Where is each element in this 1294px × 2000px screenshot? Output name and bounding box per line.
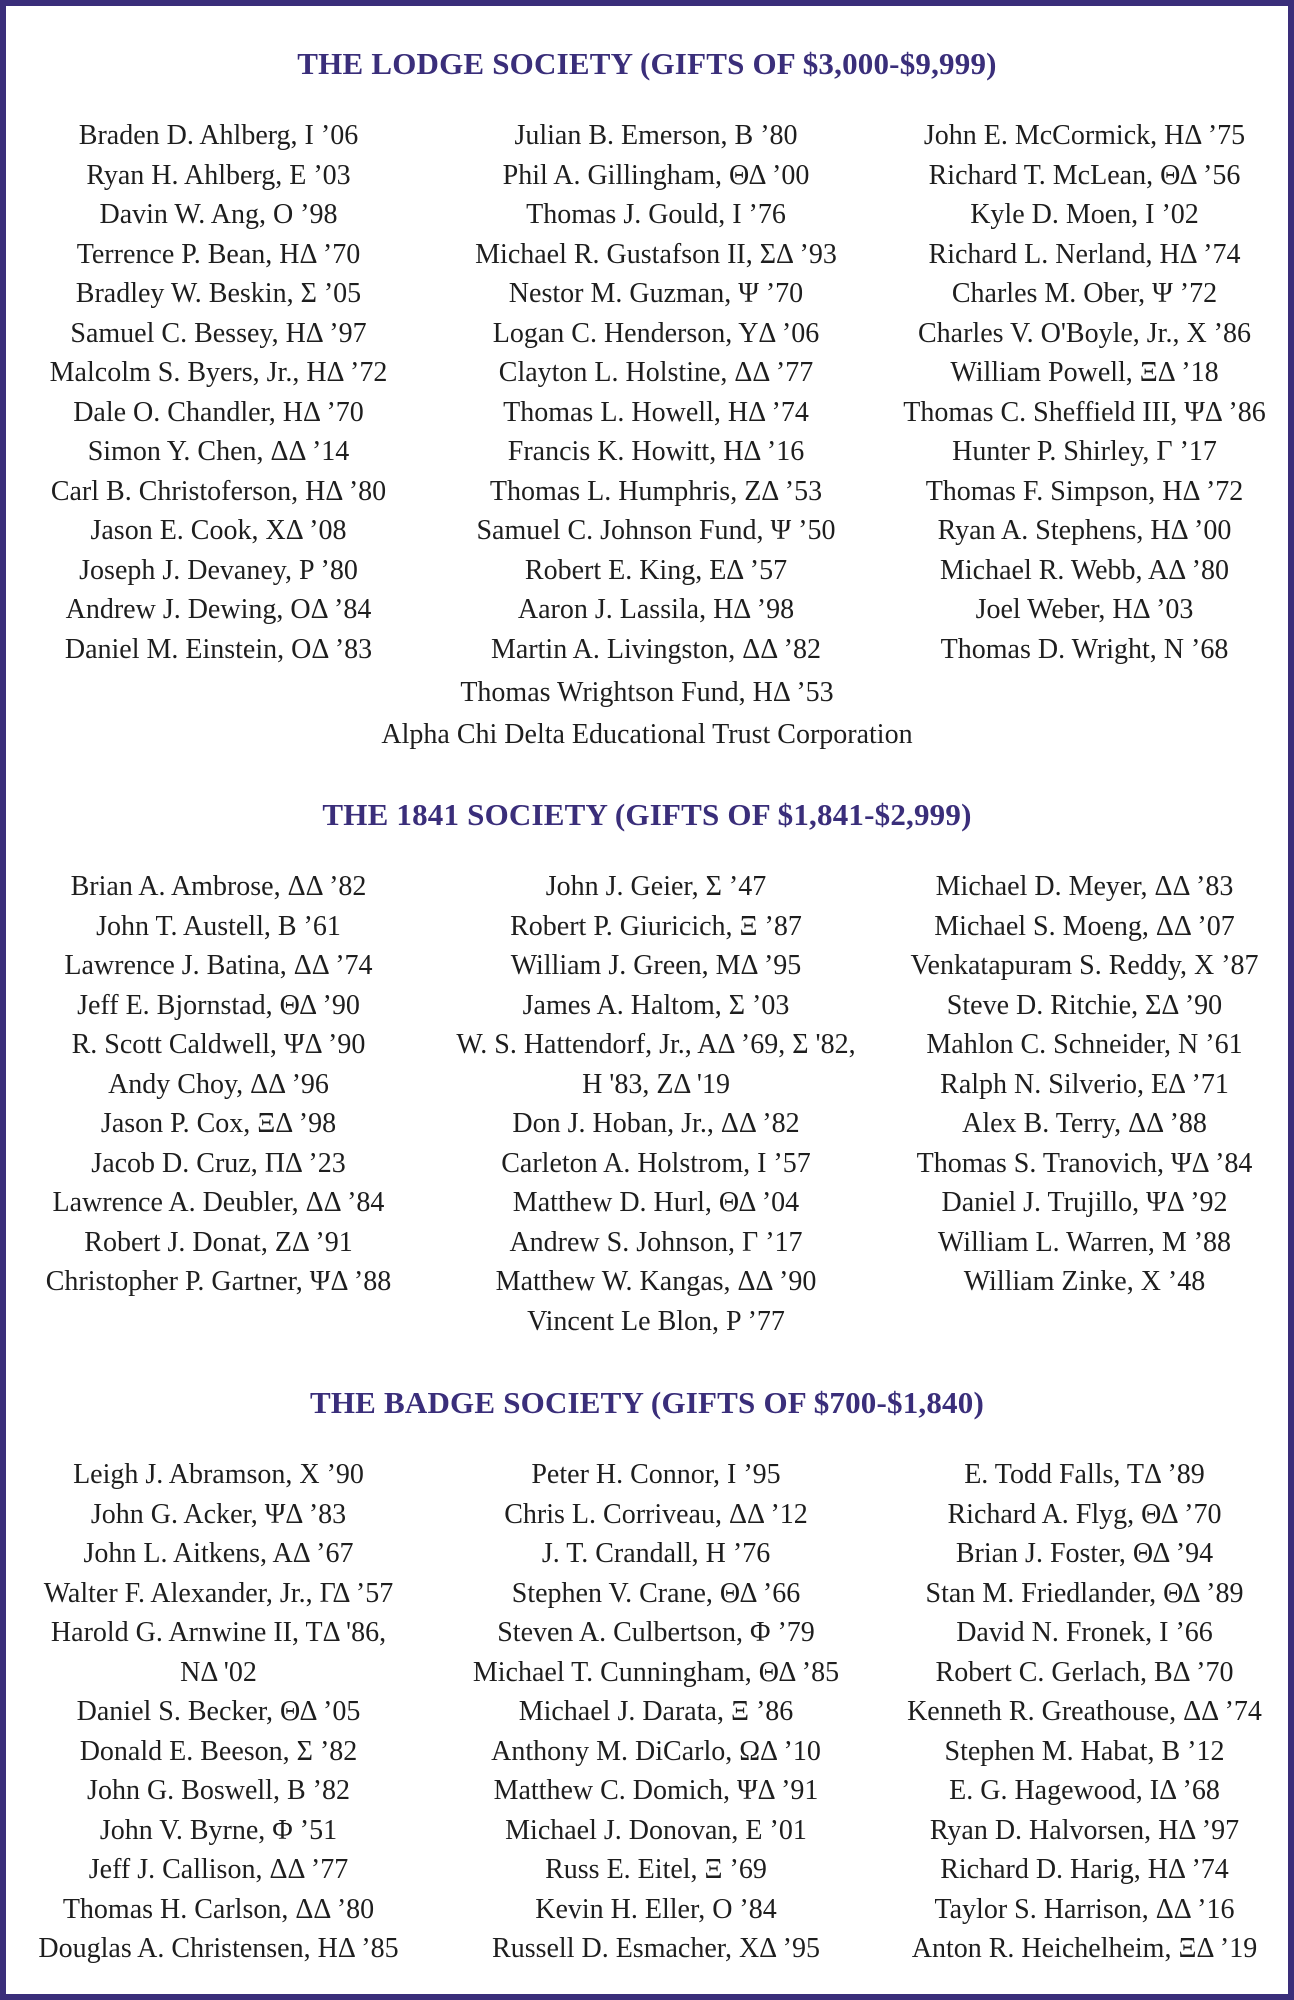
donor-name: Stan M. Friedlander, ΘΔ ’89 [925, 1577, 1244, 1609]
donor-name: Robert J. Donat, ZΔ ’91 [84, 1226, 353, 1258]
donor-name: Daniel J. Trujillo, ΨΔ ’92 [941, 1187, 1228, 1218]
donor-name: Joel Weber, HΔ ’03 [975, 594, 1194, 625]
donor-name: Kyle D. Moen, I ’02 [970, 199, 1199, 230]
donor-name: Matthew W. Kangas, ΔΔ ’90 [495, 1266, 817, 1297]
donor-name: David N. Fronek, I ’66 [956, 1617, 1213, 1648]
section-title-badge: THE BADGE SOCIETY (GIFTS OF $700-$1,840) [309, 1385, 984, 1420]
donor-name: H '83, ZΔ '19 [582, 1068, 730, 1100]
donor-name: Nestor M. Guzman, Ψ ’70 [508, 278, 804, 309]
donor-name: Robert E. King, EΔ ’57 [524, 554, 788, 586]
donor-name: Carl B. Christoferson, HΔ ’80 [50, 475, 387, 507]
donor-name: E. Todd Falls, TΔ ’89 [964, 1459, 1205, 1490]
badge-columns [6, 1455, 1288, 1969]
donor-name: Vincent Le Blon, P ’77 [527, 1305, 785, 1337]
donor-name: Ryan A. Stephens, HΔ ’00 [937, 515, 1232, 546]
section-title-1841: THE 1841 SOCIETY (GIFTS OF $1,841-$2,999) [322, 797, 972, 832]
donor-name: Samuel C. Bessey, HΔ ’97 [70, 317, 367, 349]
donor-name: John T. Austell, B ’61 [96, 910, 341, 942]
donor-name: Samuel C. Johnson Fund, Ψ ’50 [476, 515, 836, 546]
donor-name: Robert C. Gerlach, BΔ ’70 [935, 1656, 1234, 1688]
donor-name: Richard L. Nerland, HΔ ’74 [928, 238, 1241, 270]
donor-name: Russell D. Esmacher, XΔ ’95 [492, 1933, 820, 1964]
donor-name: Stephen V. Crane, ΘΔ ’66 [511, 1577, 801, 1609]
lodge-footer-line: Alpha Chi Delta Educational Trust Corporation [381, 719, 913, 750]
donor-name: Thomas H. Carlson, ΔΔ ’80 [62, 1893, 375, 1925]
donor-name: Walter F. Alexander, Jr., ΓΔ ’57 [43, 1577, 394, 1609]
donor-name: Martin A. Livingston, ΔΔ ’82 [490, 633, 821, 665]
donor-name: Terrence P. Bean, HΔ ’70 [76, 238, 361, 270]
donor-name: Thomas L. Humphris, ZΔ ’53 [489, 475, 823, 507]
donor-name: Hunter P. Shirley, Γ ’17 [952, 436, 1217, 467]
donor-name: Jeff J. Callison, ΔΔ ’77 [88, 1854, 349, 1885]
donor-name: Michael R. Gustafson II, ΣΔ ’93 [475, 238, 837, 270]
donor-name: Daniel M. Einstein, OΔ ’83 [64, 633, 373, 665]
donor-name: John L. Aitkens, AΔ ’67 [83, 1538, 354, 1569]
donor-name: Davin W. Ang, O ’98 [99, 199, 338, 230]
lodge-col-2 [431, 116, 881, 669]
donor-name: Brian J. Foster, ΘΔ ’94 [955, 1538, 1214, 1569]
donor-name: Alex B. Terry, ΔΔ ’88 [962, 1108, 1207, 1139]
donor-name: Jason P. Cox, ΞΔ ’98 [100, 1108, 337, 1139]
donor-name: Jason E. Cook, XΔ ’08 [90, 515, 347, 546]
donor-name: Clayton L. Holstine, ΔΔ ’77 [498, 357, 814, 388]
donor-name: Anthony M. DiCarlo, ΩΔ ’10 [491, 1735, 821, 1767]
donor-name: Phil A. Gillingham, ΘΔ ’00 [502, 159, 810, 191]
s1841-col-3 [881, 867, 1288, 1341]
donor-name: Malcolm S. Byers, Jr., HΔ ’72 [49, 357, 388, 388]
donor-name: Lawrence A. Deubler, ΔΔ ’84 [52, 1187, 385, 1218]
donor-name: John G. Acker, ΨΔ ’83 [90, 1498, 347, 1530]
donor-name: Dale O. Chandler, HΔ ’70 [73, 396, 364, 428]
donor-name: Richard A. Flyg, ΘΔ ’70 [947, 1498, 1222, 1530]
donor-name: Andy Choy, ΔΔ ’96 [108, 1068, 329, 1100]
s1841-col-2 [431, 867, 881, 1341]
donor-name: William Zinke, X ’48 [963, 1266, 1206, 1297]
donor-name: John V. Byrne, Φ ’51 [99, 1814, 338, 1846]
badge-col-3 [881, 1455, 1288, 1969]
donor-name: John G. Boswell, B ’82 [87, 1775, 350, 1806]
donor-name: Lawrence J. Batina, ΔΔ ’74 [64, 950, 373, 981]
donor-name: James A. Haltom, Σ ’03 [522, 989, 790, 1021]
donor-name: Julian B. Emerson, B ’80 [514, 120, 798, 151]
donor-name: Michael J. Darata, Ξ ’86 [518, 1696, 794, 1727]
donor-name: Michael T. Cunningham, ΘΔ ’85 [472, 1656, 840, 1688]
donor-name: Peter H. Connor, I ’95 [531, 1459, 781, 1490]
donor-name: William Powell, ΞΔ ’18 [950, 357, 1219, 388]
donor-name: Michael D. Meyer, ΔΔ ’83 [935, 871, 1234, 902]
donor-name: Jacob D. Cruz, ΠΔ ’23 [91, 1147, 346, 1179]
lodge-footer-line: Thomas Wrightson Fund, HΔ ’53 [460, 677, 834, 708]
badge-col-1 [6, 1455, 431, 1969]
donor-name: Braden D. Ahlberg, I ’06 [78, 120, 359, 151]
donor-name: NΔ '02 [180, 1656, 257, 1688]
donor-name: Matthew D. Hurl, ΘΔ ’04 [512, 1187, 800, 1218]
donor-name: Richard T. McLean, ΘΔ ’56 [928, 159, 1241, 191]
donor-name: Harold G. Arnwine II, TΔ '86, [50, 1617, 387, 1648]
donor-name: Richard D. Harig, HΔ ’74 [940, 1854, 1229, 1885]
donor-name: Ralph N. Silverio, EΔ ’71 [940, 1068, 1229, 1100]
donor-name: Don J. Hoban, Jr., ΔΔ ’82 [512, 1108, 800, 1139]
section-title-lodge: THE LODGE SOCIETY (GIFTS OF $3,000-$9,999) [297, 46, 997, 81]
donor-name: Bradley W. Beskin, Σ ’05 [75, 278, 362, 309]
donor-name: John E. McCormick, HΔ ’75 [923, 120, 1246, 151]
donor-name: Kevin H. Eller, O ’84 [535, 1893, 777, 1925]
donor-name: Leigh J. Abramson, X ’90 [73, 1459, 364, 1490]
donor-name: Andrew S. Johnson, Γ ’17 [509, 1226, 803, 1258]
s1841-col-1 [6, 867, 431, 1341]
donor-name: Chris L. Corriveau, ΔΔ ’12 [504, 1498, 808, 1530]
donor-name: Aaron J. Lassila, HΔ ’98 [517, 594, 795, 625]
donor-name: Robert P. Giuricich, Ξ ’87 [510, 910, 802, 942]
donor-name: Donald E. Beeson, Σ ’82 [79, 1735, 358, 1767]
donor-name: J. T. Crandall, H ’76 [541, 1538, 771, 1569]
donor-name: William L. Warren, M ’88 [937, 1226, 1232, 1258]
donor-name: E. G. Hagewood, IΔ ’68 [949, 1775, 1220, 1806]
donor-name: Thomas D. Wright, N ’68 [940, 633, 1229, 665]
donor-name: Thomas C. Sheffield III, ΨΔ ’86 [903, 396, 1266, 428]
lodge-col-3 [881, 116, 1288, 669]
donor-name: Thomas F. Simpson, HΔ ’72 [925, 475, 1244, 507]
s1841-columns [6, 867, 1288, 1341]
donor-name: Michael R. Webb, AΔ ’80 [940, 554, 1229, 586]
donor-name: Ryan H. Ahlberg, E ’03 [86, 159, 351, 191]
donor-name: Michael J. Donovan, E ’01 [505, 1814, 807, 1846]
donor-name: Simon Y. Chen, ΔΔ ’14 [87, 436, 350, 467]
lodge-col-1 [6, 116, 431, 669]
donor-name: Taylor S. Harrison, ΔΔ ’16 [934, 1893, 1235, 1925]
donor-name: Thomas S. Tranovich, ΨΔ ’84 [916, 1147, 1253, 1179]
donor-name: Christopher P. Gartner, ΨΔ ’88 [45, 1266, 392, 1297]
donor-name: Francis K. Howitt, HΔ ’16 [507, 436, 805, 467]
donor-name: Steve D. Ritchie, ΣΔ ’90 [946, 989, 1223, 1021]
donor-name: Charles M. Ober, Ψ ’72 [951, 278, 1218, 309]
donor-name: Thomas L. Howell, HΔ ’74 [503, 396, 809, 428]
donor-name: Michael S. Moeng, ΔΔ ’07 [934, 910, 1235, 942]
donor-name: Daniel S. Becker, ΘΔ ’05 [76, 1696, 361, 1727]
donor-name: Douglas A. Christensen, HΔ ’85 [38, 1933, 399, 1964]
donor-name: John J. Geier, Σ ’47 [545, 871, 767, 902]
donor-name: Kenneth R. Greathouse, ΔΔ ’74 [907, 1696, 1262, 1727]
donor-name: Mahlon C. Schneider, N ’61 [926, 1029, 1243, 1060]
donor-name: Joseph J. Devaney, P ’80 [79, 554, 358, 586]
donor-name: Anton R. Heichelheim, ΞΔ ’19 [911, 1933, 1258, 1964]
donor-name: Matthew C. Domich, ΨΔ ’91 [493, 1775, 819, 1806]
donor-name: Logan C. Henderson, YΔ ’06 [492, 317, 820, 349]
donor-name: Russ E. Eitel, Ξ ’69 [545, 1854, 767, 1885]
donor-name: Stephen M. Habat, B ’12 [944, 1735, 1225, 1767]
donor-name: Brian A. Ambrose, ΔΔ ’82 [70, 871, 367, 902]
donor-name: Thomas J. Gould, I ’76 [526, 199, 786, 230]
donor-name: Jeff E. Bjornstad, ΘΔ ’90 [77, 989, 360, 1021]
donor-name: Andrew J. Dewing, OΔ ’84 [65, 594, 372, 625]
badge-col-2 [431, 1455, 881, 1969]
donor-name: Charles V. O'Boyle, Jr., X ’86 [917, 317, 1251, 349]
lodge-footer [6, 672, 1288, 756]
donor-page [6, 6, 1288, 1994]
lodge-columns [6, 116, 1288, 669]
donor-name: Steven A. Culbertson, Φ ’79 [497, 1617, 815, 1648]
donor-name: Carleton A. Holstrom, I ’57 [501, 1147, 811, 1179]
donor-name: William J. Green, MΔ ’95 [510, 950, 802, 981]
donor-name: W. S. Hattendorf, Jr., AΔ ’69, Σ '82, [456, 1029, 856, 1060]
donor-name: R. Scott Caldwell, ΨΔ ’90 [71, 1029, 366, 1060]
donor-name: Venkatapuram S. Reddy, X ’87 [910, 950, 1259, 981]
donor-name: Ryan D. Halvorsen, HΔ ’97 [929, 1814, 1240, 1846]
